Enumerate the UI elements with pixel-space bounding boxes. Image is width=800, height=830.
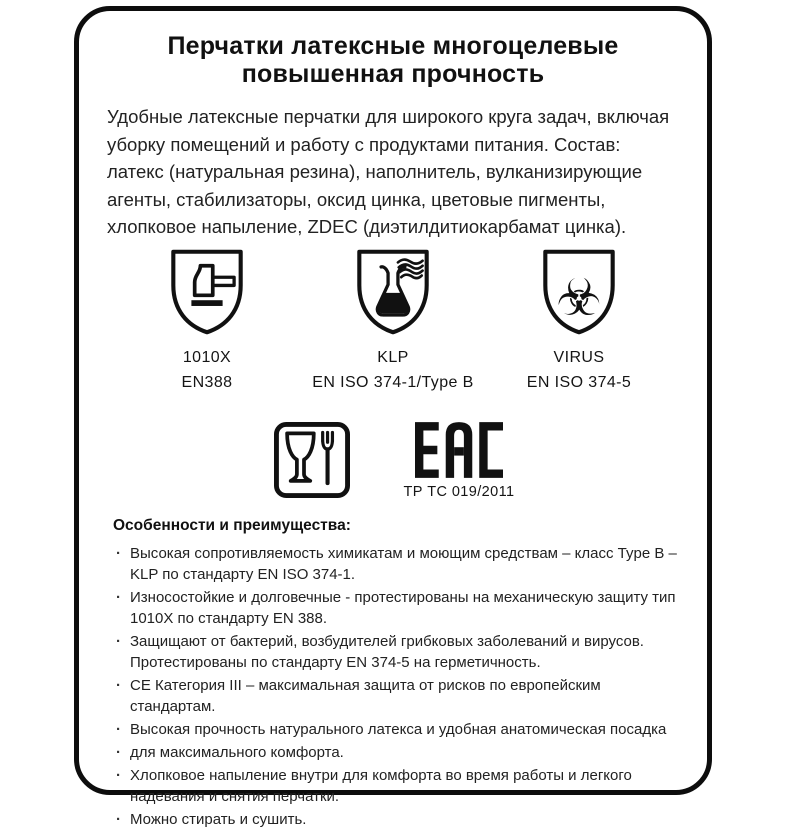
list-item: · Можно стирать и сушить. <box>113 809 677 830</box>
food-contact-mark <box>272 420 352 500</box>
cert-standard: EN ISO 374-5 <box>526 373 632 391</box>
list-item: · Высокая прочность натурального латекса и удобная анатомическая посадка <box>113 719 677 740</box>
list-item: · Хлопковое напыление внутри для комфорта во время работы и легкого надевания и снятия перчатки. <box>113 765 677 807</box>
biohazard-glyph: ☣ <box>556 268 602 328</box>
cert-label-virus <box>527 345 631 395</box>
shield-hammer-icon <box>165 246 249 338</box>
certification-chemical <box>300 246 486 395</box>
page-title <box>105 33 681 88</box>
features-heading: Особенности и преимущества: <box>113 516 351 534</box>
features-section <box>113 517 677 830</box>
cert-code: VIRUS <box>553 348 605 366</box>
certification-virus <box>486 246 672 395</box>
features-list <box>113 543 677 830</box>
cert-standard: EN388 <box>181 373 233 391</box>
cert-code: 1010X <box>182 348 232 366</box>
list-item: · Износостойкие и долговечные - протестированы на механическую защиту тип 1010X по стандарту EN 388. <box>113 587 677 629</box>
glass-and-fork-icon <box>272 420 352 500</box>
list-item: · для максимального комфорта. <box>113 742 677 763</box>
shield-biohazard-icon <box>537 246 621 338</box>
eac-regulation: ТР ТС 019/2011 <box>403 483 515 500</box>
cert-label-chemical <box>312 345 473 395</box>
list-item: · Защищают от бактерий, возбудителей грибковых заболеваний и вирусов. Протестированы по стандарту EN 374-5 на герметичность. <box>113 631 677 673</box>
product-description: Удобные латексные перчатки для широкого круга задач, включая уборку помещений и работу с продуктами питания. Состав: латекс (натуральная резина), наполнитель, вулканизирующие агенты, стабилизаторы, оксид цинка, цветовые пигменты, хлопковое напыление, ZDEC (диэтилдитиокарбамат цинка). <box>107 106 670 237</box>
eac-mark <box>404 420 515 500</box>
compliance-row <box>105 420 681 500</box>
list-item: · Высокая сопротивляемость химикатам и моющим средствам – класс Type B – KLP по стандарту EN ISO 374-1. <box>113 543 677 585</box>
list-item: · CE Категория III – максимальная защита от рисков по европейским стандартам. <box>113 675 677 717</box>
eac-mark-icon <box>415 422 503 478</box>
shield-flask-icon <box>351 246 435 338</box>
cert-label-mechanical <box>182 345 233 395</box>
cert-standard: EN ISO 374-1/Type B <box>312 373 474 391</box>
certification-mechanical <box>114 246 300 395</box>
title-line-1: Перчатки латексные многоцелевые <box>167 32 619 60</box>
title-line-2: повышенная прочность <box>241 59 545 88</box>
certification-row <box>105 246 681 395</box>
product-label-card <box>74 6 712 828</box>
cert-code: KLP <box>377 348 409 366</box>
